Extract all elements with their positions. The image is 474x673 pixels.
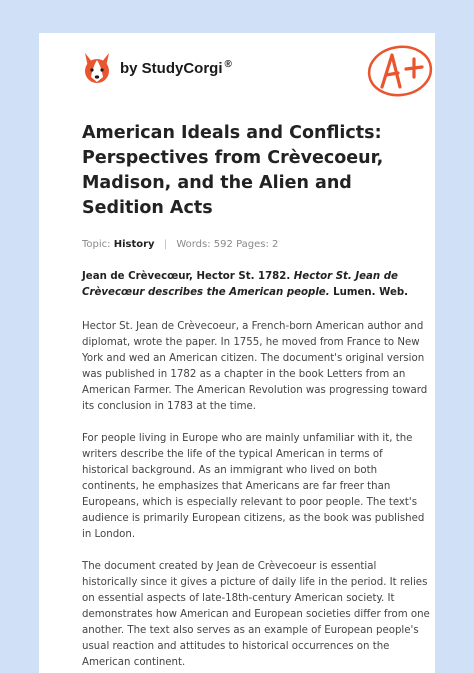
paragraph-1: Hector St. Jean de Crèvecoeur, a French-born American author and diplomat, wrote the paper. In 1755, he moved from France to New York and wed an American citizen. The document's original version was published in 1782 as a chapter in the book Letters from an American Farmer. The American Revolution was progressing toward its conclusion in 1783 at the time. [82, 321, 428, 412]
topic-link[interactable]: History [113, 239, 155, 250]
meta-separator: | [163, 239, 168, 250]
corgi-head-icon [82, 51, 112, 85]
essay-title: American Ideals and Conflicts: Perspectives from Crèvecoeur, Madison, and the Alien and Sedition Acts [82, 123, 384, 218]
registered-mark: ® [224, 58, 232, 70]
brand-name: by StudyCorgi [120, 59, 223, 77]
page-count: Pages: 2 [236, 239, 279, 250]
document-page [39, 33, 435, 673]
essay-body [82, 269, 432, 673]
word-count: Words: 592 [176, 239, 233, 250]
topic-label: Topic: [82, 239, 111, 250]
reference-book-title: Hector St. Jean de Crèvecœur describes the American people. [82, 271, 398, 298]
reference-authors: Jean de Crèvecœur, Hector St. 1782. [82, 271, 291, 282]
reference-entry [82, 269, 432, 301]
a-plus-grade-icon [364, 43, 435, 99]
essay-meta [82, 239, 278, 250]
studycorgi-logo[interactable] [82, 51, 232, 85]
reference-publisher: Lumen. Web. [333, 287, 409, 298]
paragraph-3: The document created by Jean de Crèvecoeur is essential historically since it gives a picture of daily life in the period. It relies on essential aspects of late-18th-century American society. It demonstrates how American and European societies differ from one another. The text also serves as an example of European people's usual reaction and attitudes to historical occurrences on the American continent. [82, 561, 430, 668]
paragraph-2: For people living in Europe who are mainly unfamiliar with it, the writers describe the life of the typical American in terms of historical background. As an immigrant who lived on both continents, he emphasizes that Americans are far freer than Europeans, which is especially relevant to poor people. The text's audience is primarily European citizens, as the book was published in London. [82, 433, 425, 540]
